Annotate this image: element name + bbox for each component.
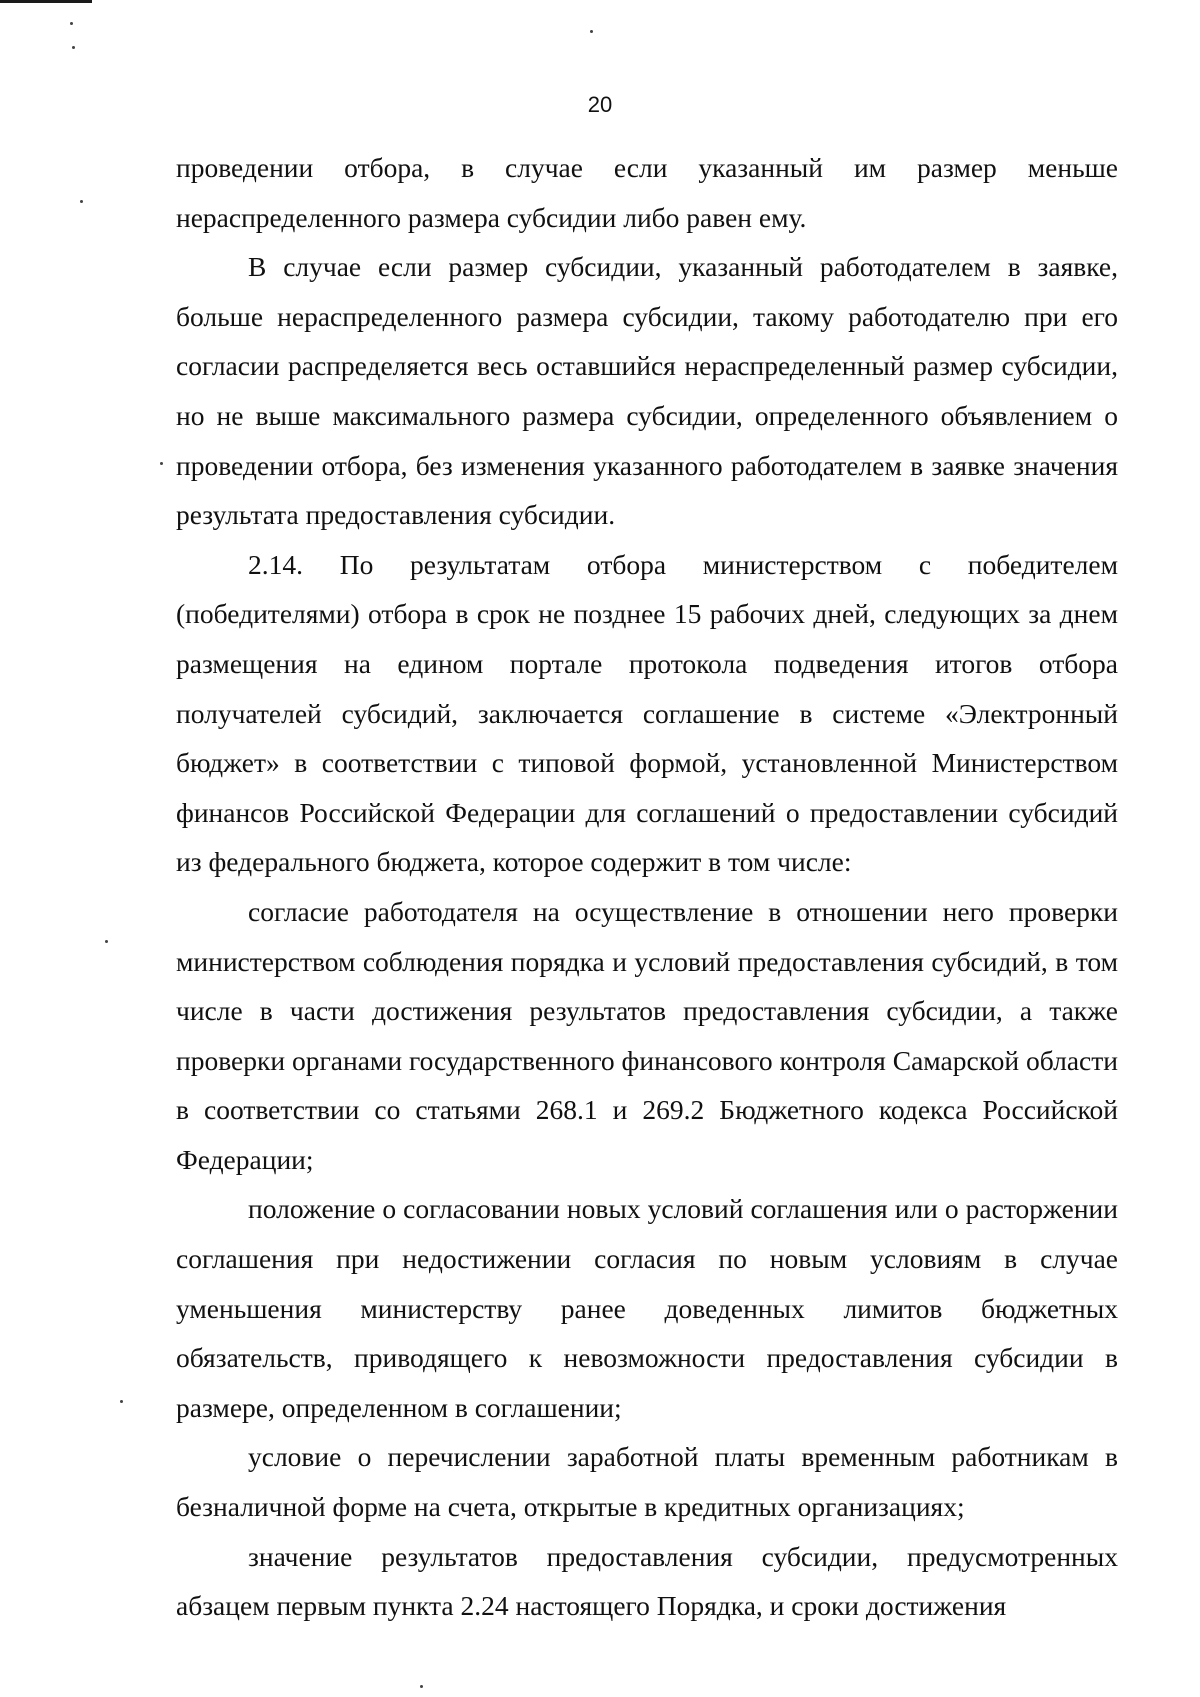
paragraph-employer-consent: согласие работодателя на осуществление в отношении него проверки министерством соблюдения порядка и условий предоставления субсидий, в том числе в части достижения результатов предоставления субсидии, а также проверки органами государственного финансового контроля Самарской области в соответствии со статьями 268.1 и 269.2 Бюджетного кодекса Российской Федерации;: [176, 895, 1118, 1175]
paragraph-subsidy-size: В случае если размер субсидии, указанный работодателем в заявке, больше нераспределенного размера субсидии, такому работодателю при его согласии распределяется весь оставшийся нераспределенный размер субсидии, но не выше максимального размера субсидии, определенного объявлением о проведении отбора, без изменения указанного работодателем в заявке значения результата предоставления субсидии.: [176, 251, 1118, 531]
scan-speck: [590, 30, 593, 33]
paragraph-continuation: проведении отбора, в случае если указанный им размер меньше нераспределенного размера субсидии либо равен ему.: [176, 152, 1118, 233]
scan-speck: [120, 1400, 123, 1403]
scan-speck: [70, 22, 73, 25]
scan-speck: [160, 462, 163, 465]
paragraph-agreement-terms: положение о согласовании новых условий соглашения или о расторжении соглашения при недостижении согласия по новым условиям в случае уменьшения министерству ранее доведенных лимитов бюджетных обязательств, приводящего к невозможности предоставления субсидии в размере, определенном в соглашении;: [176, 1193, 1118, 1423]
scan-speck: [420, 1685, 423, 1688]
paragraph-salary-transfer: условие о перечислении заработной платы временным работникам в безналичной форме на счета, открытые в кредитных организациях;: [176, 1441, 1118, 1523]
paragraph-result-values: значение результатов предоставления субсидии, предусмотренных абзацем первым пункта 2.24 настоящего Порядка, и сроки достижения: [176, 1540, 1118, 1622]
scan-edge-mark: [0, 0, 92, 3]
scan-speck: [105, 940, 108, 943]
scan-speck: [72, 46, 75, 49]
page-number: 20: [587, 92, 613, 117]
scan-speck: [80, 200, 83, 203]
document-body: [176, 143, 1118, 1631]
paragraph-clause-2-14: 2.14. По результатам отбора министерством с победителем (победителями) отбора в срок не позднее 15 рабочих дней, следующих за днем размещения на едином портале протокола подведения итогов отбора получателей субсидий, заключается соглашение в системе «Электронный бюджет» в соответствии с типовой формой, установленной Министерством финансов Российской Федерации для соглашений о предоставлении субсидий из федерального бюджета, которое содержит в том числе:: [176, 548, 1118, 878]
